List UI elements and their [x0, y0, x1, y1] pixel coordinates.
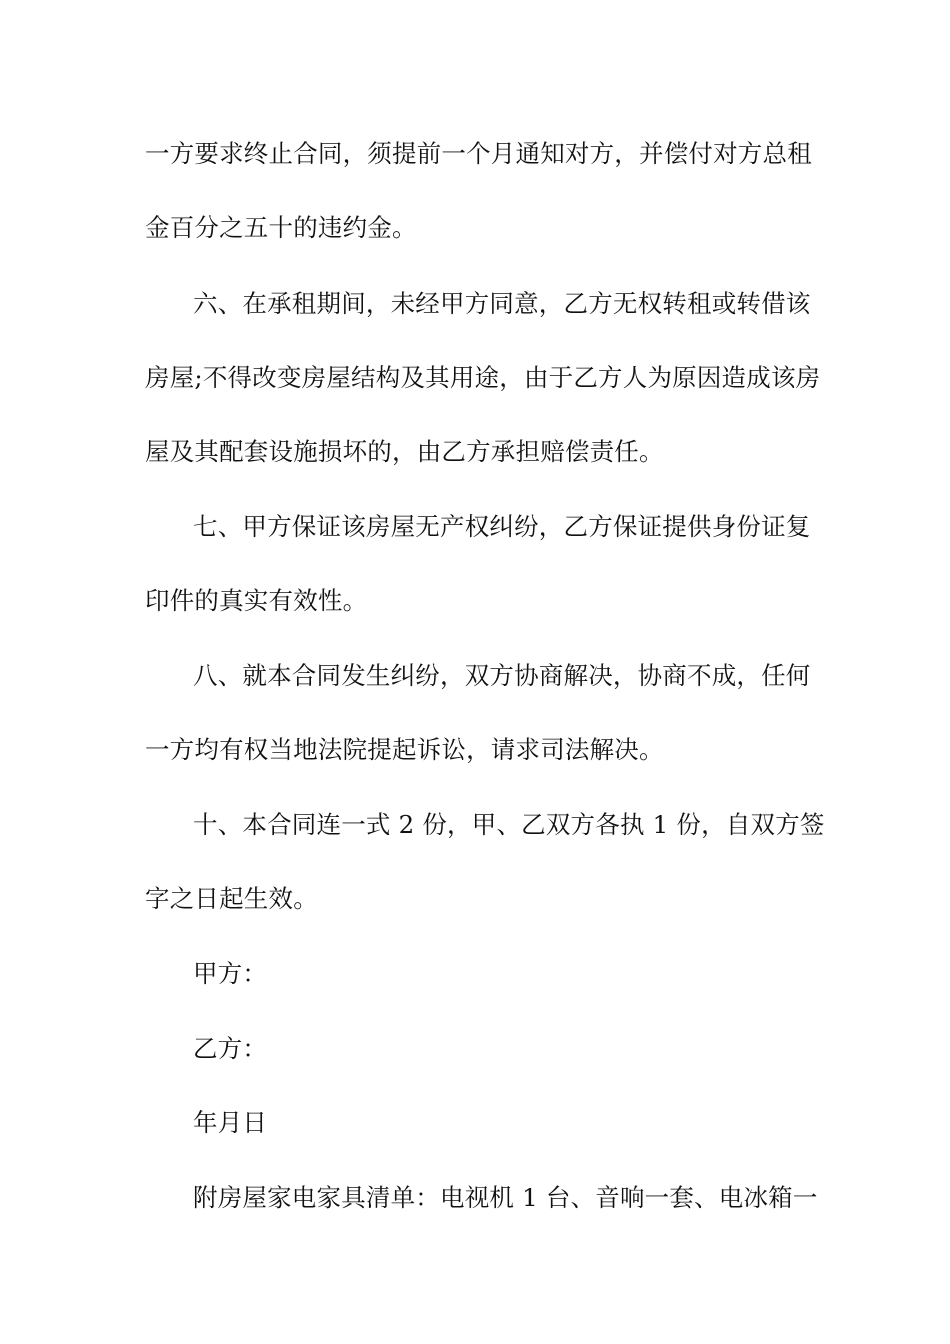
party-a-signature-label: 甲方： [193, 959, 268, 988]
paragraph-6-line-1: 六、在承租期间，未经甲方同意，乙方无权转租或转借该 [193, 289, 811, 318]
paragraph-6-line-2: 房屋;不得改变房屋结构及其用途，由于乙方人为原因造成该房 [145, 363, 821, 392]
appliance-list-line-1: 附房屋家电家具清单：电视机 1 台、音响一套、电冰箱一 [193, 1183, 818, 1212]
paragraph-6-line-3: 屋及其配套设施损坏的，由乙方承担赔偿责任。 [145, 437, 664, 466]
party-b-signature-label: 乙方： [193, 1034, 268, 1063]
date-label: 年月日 [193, 1108, 268, 1137]
paragraph-5-line-1: 一方要求终止合同，须提前一个月通知对方，并偿付对方总租 [145, 139, 812, 168]
paragraph-8-line-1: 八、就本合同发生纠纷，双方协商解决，协商不成，任何 [193, 661, 811, 690]
paragraph-8-line-2: 一方均有权当地法院提起诉讼，请求司法解决。 [145, 735, 664, 764]
paragraph-7-line-1: 七、甲方保证该房屋无产权纠纷，乙方保证提供身份证复 [193, 512, 811, 541]
paragraph-5-line-2: 金百分之五十的违约金。 [145, 213, 417, 242]
paragraph-7-line-2: 印件的真实有效性。 [145, 586, 368, 615]
paragraph-10-line-1: 十、本合同连一式 2 份，甲、乙双方各执 1 份，自双方签 [193, 810, 825, 839]
paragraph-10-line-2: 字之日起生效。 [145, 884, 318, 913]
